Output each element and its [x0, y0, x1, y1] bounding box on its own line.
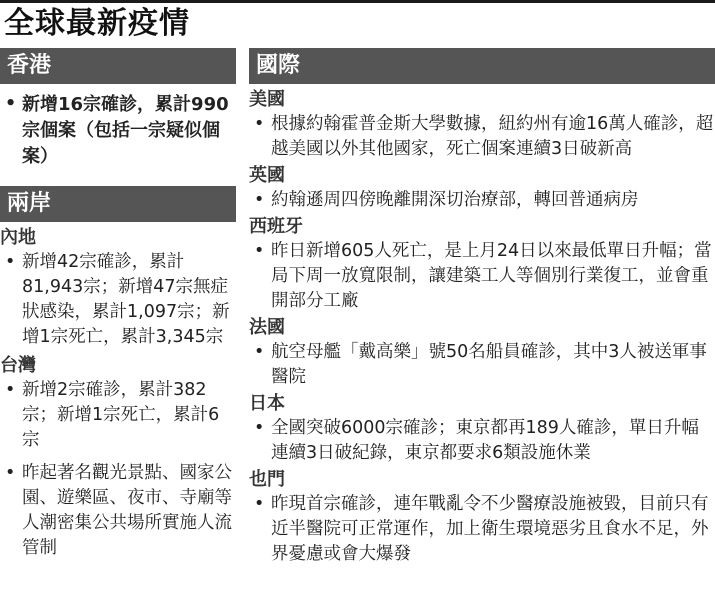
subsection-label-france: 法國 — [249, 317, 285, 338]
item-text: 昨現首宗確診，連年戰亂令不少醫療設施被毀，目前只有近半醫院可正常運作，加上衛生環境惡劣且食水不足，外界憂慮或會大爆發 — [271, 494, 709, 564]
subsection-label-mainland: 內地 — [0, 227, 36, 248]
subsection-label-japan: 日本 — [249, 393, 285, 414]
section-header-hongkong: 香港 — [0, 48, 236, 84]
bullet-icon: • — [254, 190, 265, 210]
list-item-france — [249, 340, 715, 390]
top-rule — [0, 0, 715, 3]
list-item-mainland — [0, 250, 236, 350]
item-text: 新增2宗確診，累計382宗；新增1宗死亡，累計6宗 — [22, 380, 220, 450]
list-item-yemen — [249, 492, 715, 567]
subsection-label-spain: 西班牙 — [249, 216, 303, 237]
subsection-label-usa: 美國 — [249, 89, 285, 110]
item-text: 根據約翰霍普金斯大學數據，紐約州有逾16萬人確診，超越美國以外其他國家，死亡個案連續3日破新高 — [271, 114, 714, 159]
item-text: 航空母艦「戴高樂」號50名船員確診，其中3人被送軍事醫院 — [271, 342, 707, 387]
bullet-icon: • — [254, 418, 265, 438]
bullet-icon: • — [254, 114, 265, 134]
item-text: 昨起著名觀光景點、國家公園、遊樂區、夜市、寺廟等人潮密集公共場所實施人流管制 — [22, 463, 232, 558]
subsection-label-taiwan: 台灣 — [0, 355, 36, 376]
bullet-icon: • — [254, 241, 265, 261]
section-header-international: 國際 — [249, 48, 715, 84]
list-item-hongkong — [0, 92, 236, 170]
list-item-uk — [249, 188, 715, 213]
bullet-icon: • — [5, 380, 16, 400]
subsection-label-yemen: 也門 — [249, 469, 285, 490]
item-text: 全國突破6000宗確診；東京都再189人確診，單日升幅連續3日破紀錄，東京都要求6類設施休業 — [271, 418, 699, 463]
page-title: 全球最新疫情 — [4, 6, 190, 41]
section-header-mainland-taiwan: 兩岸 — [0, 186, 236, 222]
item-text: 約翰遜周四傍晚離開深切治療部，轉回普通病房 — [271, 190, 639, 210]
left-column — [0, 48, 236, 561]
list-item-spain — [249, 239, 715, 314]
item-text: 新增16宗確診，累計990宗個案（包括一宗疑似個案） — [22, 94, 229, 167]
bullet-icon: • — [254, 494, 265, 514]
item-text: 昨日新增605人死亡，是上月24日以來最低單日升幅；當局下周一放寬限制，讓建築工人等個別行業復工，並會重開部分工廠 — [271, 241, 712, 311]
title-row — [0, 0, 715, 44]
bullet-icon: • — [5, 463, 16, 483]
list-item-usa — [249, 112, 715, 162]
bullet-icon: • — [5, 94, 17, 114]
right-column — [249, 48, 715, 567]
bullet-icon: • — [254, 342, 265, 362]
subsection-label-uk: 英國 — [249, 165, 285, 186]
list-item-taiwan-2 — [0, 461, 236, 561]
list-item-japan — [249, 416, 715, 466]
bullet-icon: • — [5, 252, 16, 272]
item-text: 新增42宗確診，累計81,943宗；新增47宗無症狀感染，累計1,097宗；新增1宗死亡，累計3,345宗 — [22, 252, 230, 347]
list-item-taiwan-1 — [0, 378, 236, 453]
